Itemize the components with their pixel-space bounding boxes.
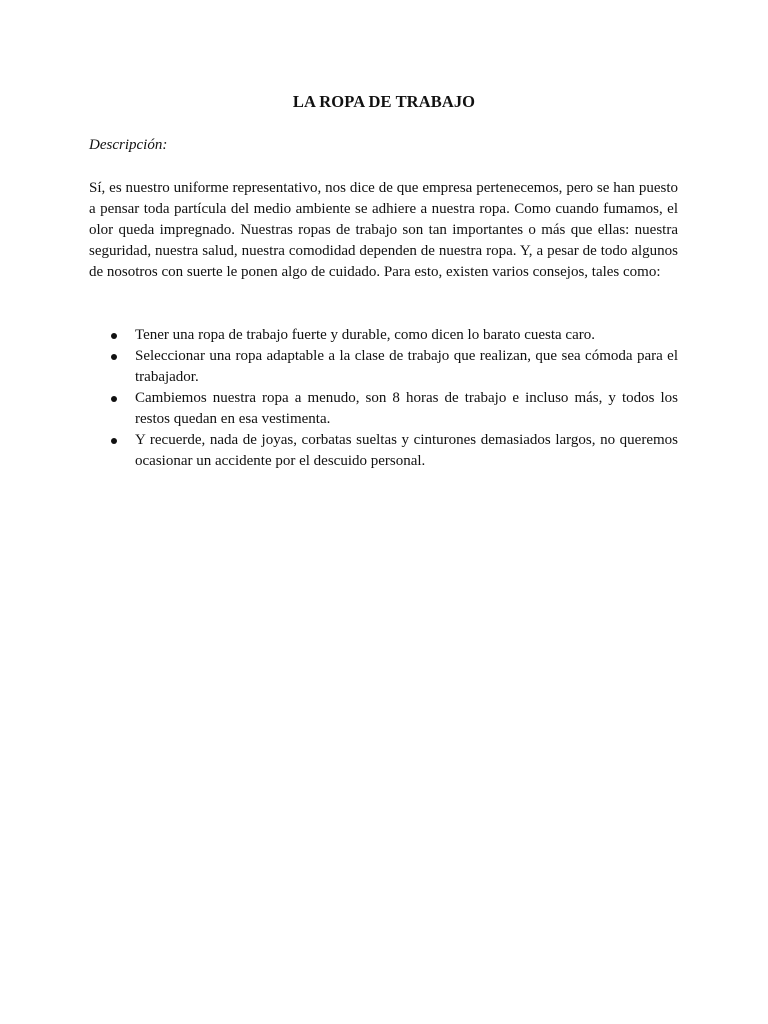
list-item-text: Y recuerde, nada de joyas, corbatas sueltas y cinturones demasiados largos, no queremos ocasionar un accidente por el descuido personal. — [135, 432, 678, 469]
page-title: LA ROPA DE TRABAJO — [292, 92, 476, 111]
bullet-icon — [111, 354, 117, 360]
bullet-icon — [111, 396, 117, 402]
bullet-icon — [111, 438, 117, 444]
description-label: Descripción: — [89, 137, 168, 153]
advice-list — [89, 325, 678, 472]
list-item — [89, 430, 678, 472]
list-item-text: Cambiemos nuestra ropa a menudo, son 8 horas de trabajo e incluso más, y todos los restos quedan en esa vestimenta. — [135, 390, 678, 427]
bullet-icon — [111, 333, 117, 339]
list-item — [89, 388, 678, 430]
list-item-text: Seleccionar una ropa adaptable a la clase de trabajo que realizan, que sea cómoda para el trabajador. — [135, 348, 678, 385]
list-item — [89, 325, 678, 346]
body-paragraph: Sí, es nuestro uniforme representativo, nos dice de que empresa pertenecemos, pero se han puesto a pensar toda partícula del medio ambiente se adhiere a nuestra ropa. Como cuando fumamos, el olor queda impregnado. Nuestras ropas de trabajo son tan importantes o más que ellas: nuestra seguridad, nuestra salud, nuestra comodidad dependen de nuestra ropa. Y, a pesar de todo algunos de nosotros con suerte le ponen algo de cuidado. Para esto, existen varios consejos, tales como: — [89, 180, 678, 280]
list-item-text: Tener una ropa de trabajo fuerte y durable, como dicen lo barato cuesta caro. — [135, 327, 595, 343]
list-item — [89, 346, 678, 388]
